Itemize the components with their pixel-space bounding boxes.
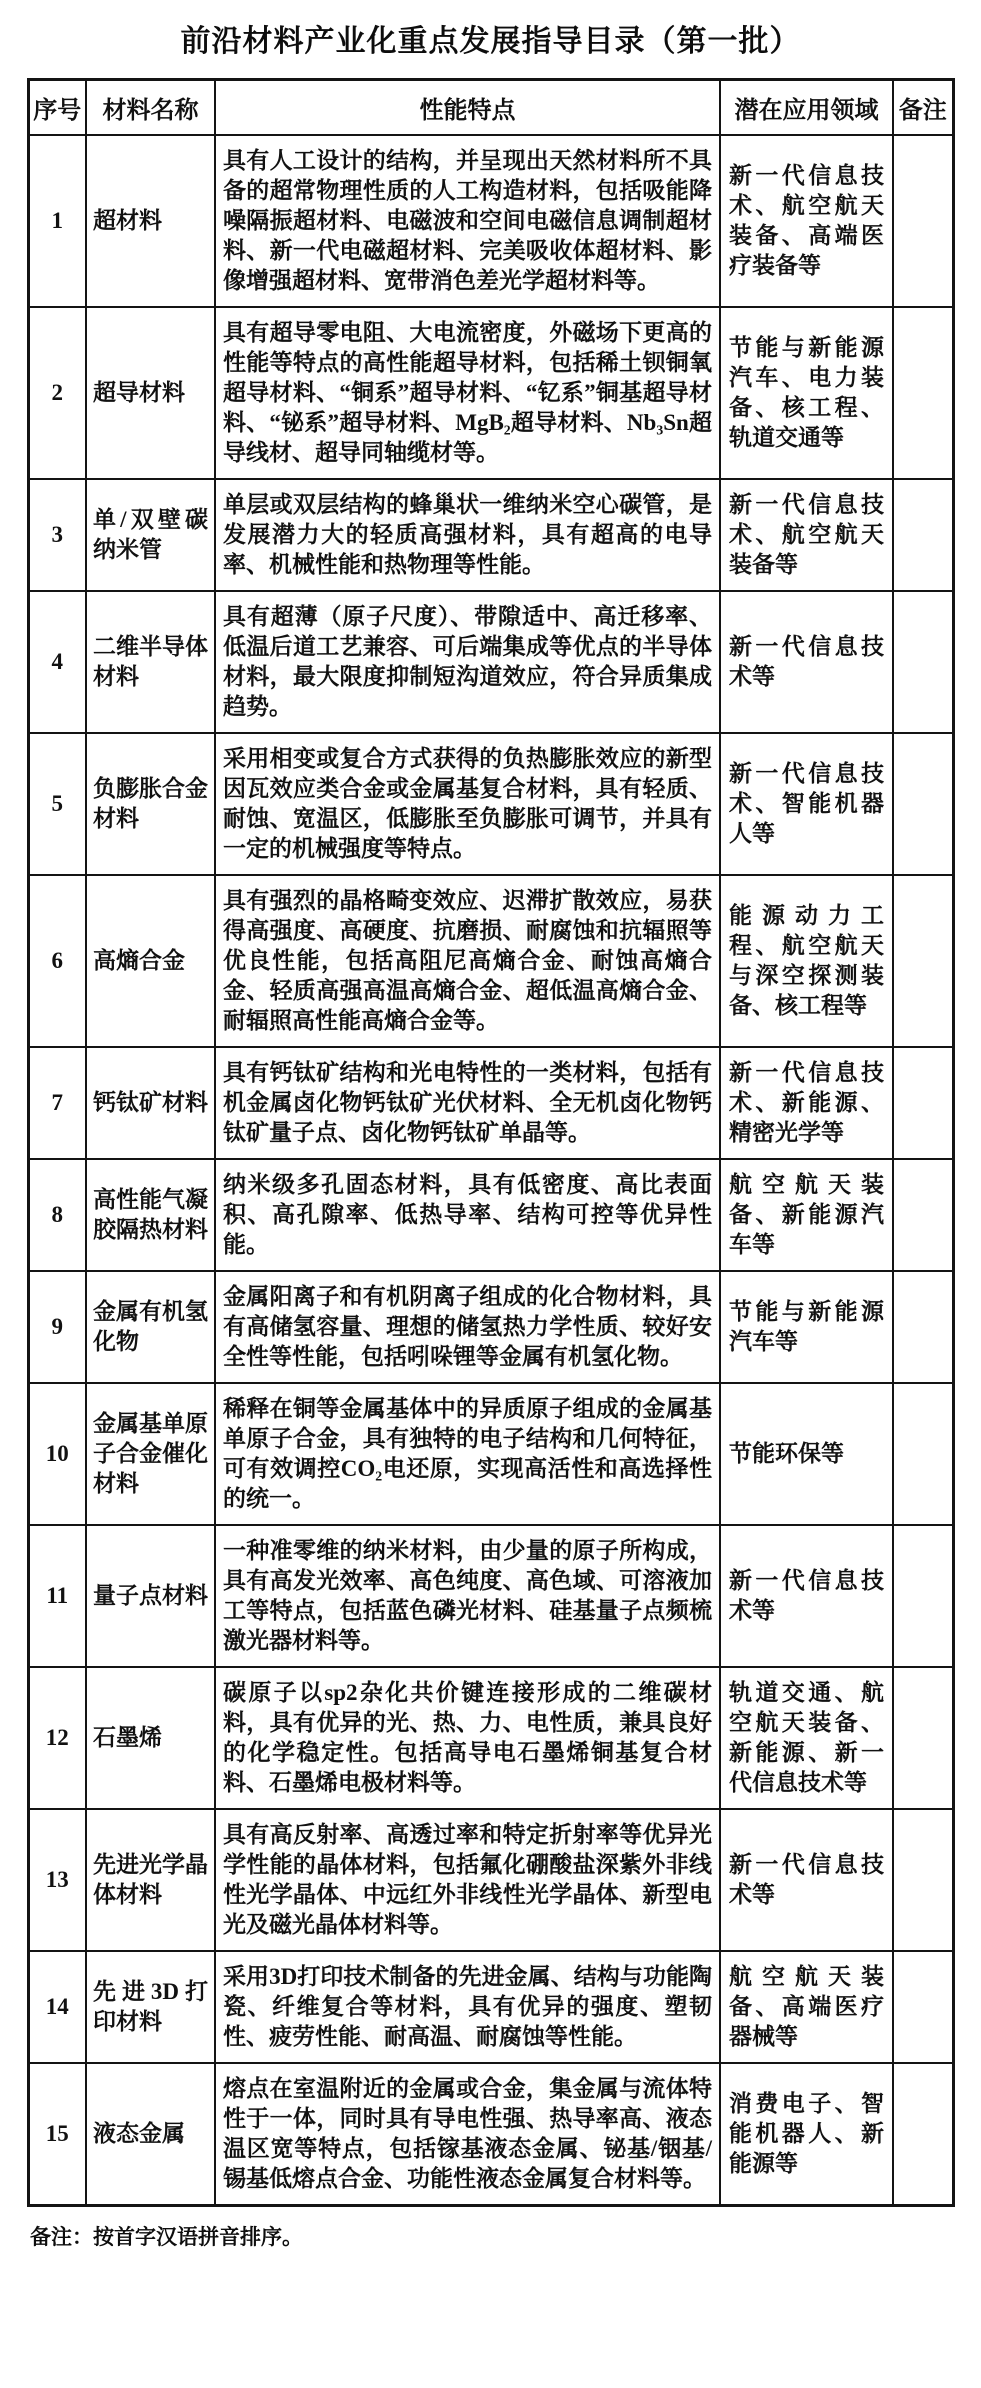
table-row-14 — [28, 1951, 953, 2063]
row-no: 1 — [28, 135, 86, 307]
material-applications: 新一代信息技术等 — [720, 591, 893, 733]
material-name: 高熵合金 — [86, 875, 215, 1047]
table-row-2 — [28, 307, 953, 479]
materials-table — [27, 78, 955, 2207]
row-no: 3 — [28, 479, 86, 591]
material-remark — [893, 1809, 953, 1951]
material-applications: 新一代信息技术等 — [720, 1525, 893, 1667]
material-features: 具有高反射率、高透过率和特定折射率等优异光学性能的晶体材料，包括氟化硼酸盐深紫外非线性光学晶体、中远红外非线性光学晶体、新型电光及磁光晶体材料等。 — [215, 1809, 720, 1951]
table-row-1 — [28, 135, 953, 307]
material-remark — [893, 733, 953, 875]
material-features: 单层或双层结构的蜂巢状一维纳米空心碳管，是发展潜力大的轻质高强材料，具有超高的电导率、机械性能和热物理等性能。 — [215, 479, 720, 591]
material-remark — [893, 1383, 953, 1525]
material-remark — [893, 591, 953, 733]
material-features: 采用相变或复合方式获得的负热膨胀效应的新型因瓦效应类合金或金属基复合材料，具有轻质、耐蚀、宽温区，低膨胀至负膨胀可调节，并具有一定的机械强度等特点。 — [215, 733, 720, 875]
material-remark — [893, 1667, 953, 1809]
material-applications: 新一代信息技术等 — [720, 1809, 893, 1951]
material-applications: 新一代信息技术、航空航天装备、高端医疗装备等 — [720, 135, 893, 307]
material-features: 稀释在铜等金属基体中的异质原子组成的金属基单原子合金，具有独特的电子结构和几何特征，可有效调控CO₂电还原，实现高活性和高选择性的统一。 — [215, 1383, 720, 1525]
material-applications: 航空航天装备、高端医疗器械等 — [720, 1951, 893, 2063]
table-row-11 — [28, 1525, 953, 1667]
material-name: 负膨胀合金材料 — [86, 733, 215, 875]
table-row-15 — [28, 2063, 953, 2206]
material-name: 单/双壁碳纳米管 — [86, 479, 215, 591]
table-row-9 — [28, 1271, 953, 1383]
col-header-material-name: 材料名称 — [86, 80, 215, 136]
material-remark — [893, 1159, 953, 1271]
row-no: 15 — [28, 2063, 86, 2206]
col-header-applications: 潜在应用领域 — [720, 80, 893, 136]
row-no: 6 — [28, 875, 86, 1047]
table-row-8 — [28, 1159, 953, 1271]
table-row-3 — [28, 479, 953, 591]
material-remark — [893, 1047, 953, 1159]
row-no: 9 — [28, 1271, 86, 1383]
material-applications: 节能环保等 — [720, 1383, 893, 1525]
material-remark — [893, 307, 953, 479]
material-name: 液态金属 — [86, 2063, 215, 2206]
material-remark — [893, 1525, 953, 1667]
material-name: 量子点材料 — [86, 1525, 215, 1667]
material-applications: 消费电子、智能机器人、新能源等 — [720, 2063, 893, 2206]
material-applications: 节能与新能源汽车等 — [720, 1271, 893, 1383]
material-name: 先进3D打印材料 — [86, 1951, 215, 2063]
material-features: 具有强烈的晶格畸变效应、迟滞扩散效应，易获得高强度、高硬度、抗磨损、耐腐蚀和抗辐照等优良性能，包括高阻尼高熵合金、耐蚀高熵合金、轻质高强高温高熵合金、超低温高熵合金、耐辐照高性能高熵合金等。 — [215, 875, 720, 1047]
material-remark — [893, 479, 953, 591]
material-remark — [893, 1271, 953, 1383]
material-applications: 新一代信息技术、新能源、精密光学等 — [720, 1047, 893, 1159]
material-applications: 航空航天装备、新能源汽车等 — [720, 1159, 893, 1271]
row-no: 11 — [28, 1525, 86, 1667]
material-name: 先进光学晶体材料 — [86, 1809, 215, 1951]
material-name: 金属基单原子合金催化材料 — [86, 1383, 215, 1525]
row-no: 7 — [28, 1047, 86, 1159]
table-row-5 — [28, 733, 953, 875]
col-header-no: 序号 — [28, 80, 86, 136]
table-row-10 — [28, 1383, 953, 1525]
material-name: 石墨烯 — [86, 1667, 215, 1809]
material-applications: 节能与新能源汽车、电力装备、核工程、轨道交通等 — [720, 307, 893, 479]
material-features: 具有超薄（原子尺度）、带隙适中、高迁移率、低温后道工艺兼容、可后端集成等优点的半导体材料，最大限度抑制短沟道效应，符合异质集成趋势。 — [215, 591, 720, 733]
table-row-12 — [28, 1667, 953, 1809]
material-name: 超导材料 — [86, 307, 215, 479]
row-no: 2 — [28, 307, 86, 479]
table-row-6 — [28, 875, 953, 1047]
material-features: 金属阳离子和有机阴离子组成的化合物材料，具有高储氢容量、理想的储氢热力学性质、较好安全性等性能，包括吲哚锂等金属有机氢化物。 — [215, 1271, 720, 1383]
material-name: 钙钛矿材料 — [86, 1047, 215, 1159]
material-features: 一种准零维的纳米材料，由少量的原子所构成，具有高发光效率、高色纯度、高色域、可溶液加工等特点，包括蓝色磷光材料、硅基量子点频梳激光器材料等。 — [215, 1525, 720, 1667]
material-applications: 能源动力工程、航空航天与深空探测装备、核工程等 — [720, 875, 893, 1047]
row-no: 12 — [28, 1667, 86, 1809]
material-remark — [893, 135, 953, 307]
material-remark — [893, 1951, 953, 2063]
table-row-13 — [28, 1809, 953, 1951]
footnote: 备注：按首字汉语拼音排序。 — [30, 2225, 303, 2249]
material-applications: 轨道交通、航空航天装备、新能源、新一代信息技术等 — [720, 1667, 893, 1809]
material-features: 碳原子以sp2杂化共价键连接形成的二维碳材料，具有优异的光、热、力、电性质，兼具良好的化学稳定性。包括高导电石墨烯铜基复合材料、石墨烯电极材料等。 — [215, 1667, 720, 1809]
material-features: 具有钙钛矿结构和光电特性的一类材料，包括有机金属卤化物钙钛矿光伏材料、全无机卤化物钙钛矿量子点、卤化物钙钛矿单晶等。 — [215, 1047, 720, 1159]
row-no: 4 — [28, 591, 86, 733]
material-applications: 新一代信息技术、航空航天装备等 — [720, 479, 893, 591]
material-name: 高性能气凝胶隔热材料 — [86, 1159, 215, 1271]
material-features: 采用3D打印技术制备的先进金属、结构与功能陶瓷、纤维复合等材料，具有优异的强度、塑韧性、疲劳性能、耐高温、耐腐蚀等性能。 — [215, 1951, 720, 2063]
material-applications: 新一代信息技术、智能机器人等 — [720, 733, 893, 875]
material-name: 二维半导体材料 — [86, 591, 215, 733]
col-header-remark: 备注 — [893, 80, 953, 136]
material-name: 超材料 — [86, 135, 215, 307]
col-header-features: 性能特点 — [215, 80, 720, 136]
row-no: 5 — [28, 733, 86, 875]
material-remark — [893, 875, 953, 1047]
row-no: 10 — [28, 1383, 86, 1525]
row-no: 14 — [28, 1951, 86, 2063]
table-row-7 — [28, 1047, 953, 1159]
material-remark — [893, 2063, 953, 2206]
page-title: 前沿材料产业化重点发展指导目录（第一批） — [180, 25, 801, 58]
row-no: 8 — [28, 1159, 86, 1271]
table-header-row — [28, 80, 953, 136]
material-features: 具有超导零电阻、大电流密度，外磁场下更高的性能等特点的高性能超导材料，包括稀土钡铜氧超导材料、“铜系”超导材料、“钇系”铜基超导材料、“铋系”超导材料、MgB₂超导材料、Nb₃Sn超导线材、超导同轴缆材等。 — [215, 307, 720, 479]
material-features: 纳米级多孔固态材料，具有低密度、高比表面积、高孔隙率、低热导率、结构可控等优异性能。 — [215, 1159, 720, 1271]
material-features: 熔点在室温附近的金属或合金，集金属与流体特性于一体，同时具有导电性强、热导率高、液态温区宽等特点，包括镓基液态金属、铋基/铟基/锡基低熔点合金、功能性液态金属复合材料等。 — [215, 2063, 720, 2206]
material-features: 具有人工设计的结构，并呈现出天然材料所不具备的超常物理性质的人工构造材料，包括吸能降噪隔振超材料、电磁波和空间电磁信息调制超材料、新一代电磁超材料、完美吸收体超材料、影像增强超材料、宽带消色差光学超材料等。 — [215, 135, 720, 307]
table-row-4 — [28, 591, 953, 733]
row-no: 13 — [28, 1809, 86, 1951]
material-name: 金属有机氢化物 — [86, 1271, 215, 1383]
